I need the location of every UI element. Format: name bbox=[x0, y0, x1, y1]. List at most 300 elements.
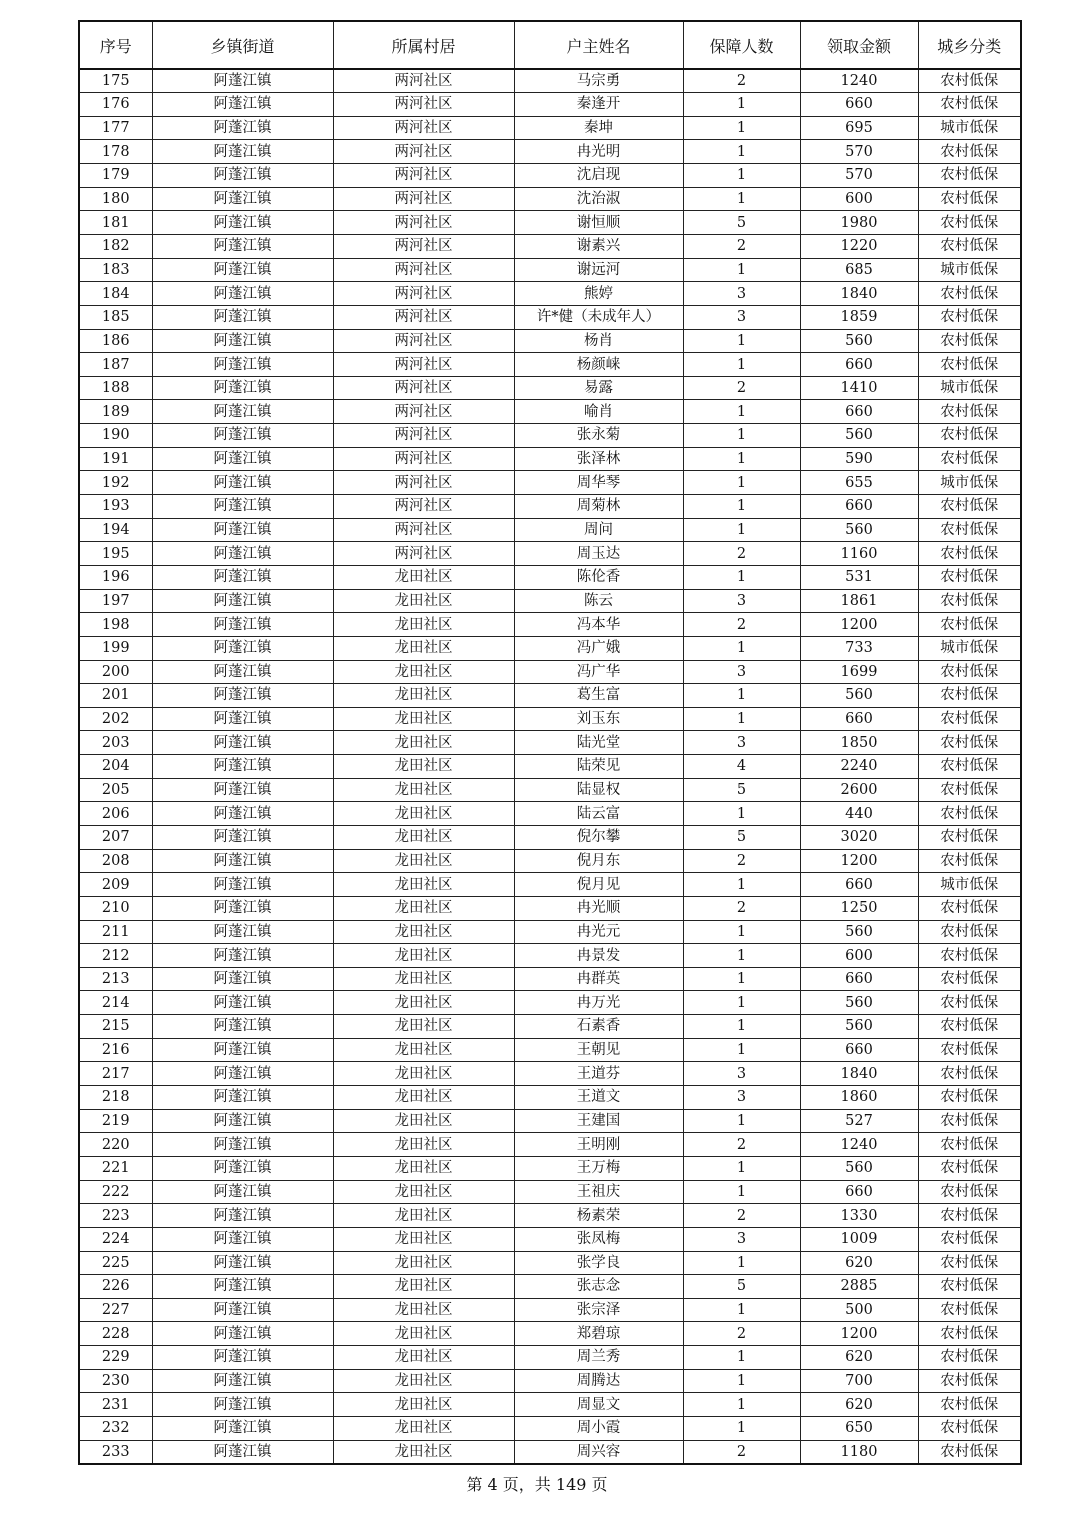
category-cell: 农村低保 bbox=[918, 282, 1021, 306]
amount-cell: 1009 bbox=[800, 1227, 918, 1251]
householder-cell: 郑碧琼 bbox=[514, 1322, 683, 1346]
covered-persons-cell: 1 bbox=[683, 1251, 800, 1275]
table-row bbox=[79, 329, 1021, 353]
serial-cell: 184 bbox=[79, 282, 152, 306]
covered-persons-cell: 2 bbox=[683, 1440, 800, 1464]
serial-cell: 178 bbox=[79, 140, 152, 164]
table-row bbox=[79, 258, 1021, 282]
township-cell: 阿蓬江镇 bbox=[152, 802, 333, 826]
serial-cell: 206 bbox=[79, 802, 152, 826]
amount-cell: 560 bbox=[800, 1156, 918, 1180]
township-cell: 阿蓬江镇 bbox=[152, 967, 333, 991]
village-cell: 两河社区 bbox=[333, 471, 514, 495]
amount-cell: 560 bbox=[800, 329, 918, 353]
serial-cell: 202 bbox=[79, 707, 152, 731]
village-cell: 龙田社区 bbox=[333, 944, 514, 968]
township-cell: 阿蓬江镇 bbox=[152, 234, 333, 258]
householder-cell: 倪月见 bbox=[514, 873, 683, 897]
category-cell: 城市低保 bbox=[918, 471, 1021, 495]
village-cell: 龙田社区 bbox=[333, 636, 514, 660]
village-cell: 龙田社区 bbox=[333, 1156, 514, 1180]
amount-cell: 1200 bbox=[800, 613, 918, 637]
amount-cell: 560 bbox=[800, 684, 918, 708]
amount-cell: 660 bbox=[800, 353, 918, 377]
village-cell: 两河社区 bbox=[333, 329, 514, 353]
covered-persons-cell: 1 bbox=[683, 1156, 800, 1180]
table-row bbox=[79, 1227, 1021, 1251]
table-row bbox=[79, 731, 1021, 755]
table-row bbox=[79, 967, 1021, 991]
covered-persons-cell: 1 bbox=[683, 873, 800, 897]
serial-cell: 225 bbox=[79, 1251, 152, 1275]
serial-cell: 176 bbox=[79, 93, 152, 117]
village-cell: 龙田社区 bbox=[333, 1062, 514, 1086]
table-row bbox=[79, 1062, 1021, 1086]
village-cell: 两河社区 bbox=[333, 211, 514, 235]
householder-cell: 倪尔攀 bbox=[514, 826, 683, 850]
page-number-footer: 第 4 页，共 149 页 bbox=[466, 1475, 608, 1494]
table-row bbox=[79, 1133, 1021, 1157]
covered-persons-cell: 1 bbox=[683, 636, 800, 660]
header-row bbox=[79, 21, 1021, 69]
covered-persons-cell: 1 bbox=[683, 140, 800, 164]
category-cell: 农村低保 bbox=[918, 234, 1021, 258]
category-cell: 农村低保 bbox=[918, 1204, 1021, 1228]
householder-cell: 周华琴 bbox=[514, 471, 683, 495]
covered-persons-cell: 1 bbox=[683, 518, 800, 542]
township-cell: 阿蓬江镇 bbox=[152, 636, 333, 660]
table-row bbox=[79, 116, 1021, 140]
category-cell: 农村低保 bbox=[918, 991, 1021, 1015]
covered-persons-cell: 5 bbox=[683, 211, 800, 235]
township-cell: 阿蓬江镇 bbox=[152, 116, 333, 140]
township-cell: 阿蓬江镇 bbox=[152, 1227, 333, 1251]
covered-persons-cell: 1 bbox=[683, 353, 800, 377]
township-cell: 阿蓬江镇 bbox=[152, 471, 333, 495]
householder-cell: 陆显权 bbox=[514, 778, 683, 802]
covered-persons-cell: 1 bbox=[683, 1180, 800, 1204]
category-cell: 农村低保 bbox=[918, 1109, 1021, 1133]
category-cell: 农村低保 bbox=[918, 731, 1021, 755]
category-cell: 农村低保 bbox=[918, 211, 1021, 235]
table-row bbox=[79, 944, 1021, 968]
amount-cell: 700 bbox=[800, 1369, 918, 1393]
householder-cell: 陆荣见 bbox=[514, 755, 683, 779]
householder-cell: 周小霞 bbox=[514, 1417, 683, 1441]
householder-cell: 张凤梅 bbox=[514, 1227, 683, 1251]
category-cell: 农村低保 bbox=[918, 1180, 1021, 1204]
serial-cell: 175 bbox=[79, 69, 152, 93]
township-cell: 阿蓬江镇 bbox=[152, 778, 333, 802]
category-cell: 农村低保 bbox=[918, 447, 1021, 471]
table-row bbox=[79, 424, 1021, 448]
amount-cell: 660 bbox=[800, 873, 918, 897]
village-cell: 龙田社区 bbox=[333, 755, 514, 779]
serial-cell: 227 bbox=[79, 1298, 152, 1322]
col-header-covered-persons: 保障人数 bbox=[683, 21, 800, 69]
serial-cell: 189 bbox=[79, 400, 152, 424]
village-cell: 龙田社区 bbox=[333, 1109, 514, 1133]
amount-cell: 620 bbox=[800, 1346, 918, 1370]
amount-cell: 660 bbox=[800, 495, 918, 519]
covered-persons-cell: 1 bbox=[683, 565, 800, 589]
covered-persons-cell: 2 bbox=[683, 234, 800, 258]
category-cell: 农村低保 bbox=[918, 778, 1021, 802]
village-cell: 龙田社区 bbox=[333, 873, 514, 897]
village-cell: 龙田社区 bbox=[333, 1275, 514, 1299]
village-cell: 两河社区 bbox=[333, 376, 514, 400]
category-cell: 农村低保 bbox=[918, 755, 1021, 779]
covered-persons-cell: 1 bbox=[683, 93, 800, 117]
covered-persons-cell: 1 bbox=[683, 424, 800, 448]
township-cell: 阿蓬江镇 bbox=[152, 920, 333, 944]
township-cell: 阿蓬江镇 bbox=[152, 896, 333, 920]
village-cell: 龙田社区 bbox=[333, 826, 514, 850]
village-cell: 龙田社区 bbox=[333, 565, 514, 589]
village-cell: 两河社区 bbox=[333, 424, 514, 448]
col-header-householder: 户主姓名 bbox=[514, 21, 683, 69]
table-row bbox=[79, 234, 1021, 258]
village-cell: 龙田社区 bbox=[333, 1086, 514, 1110]
covered-persons-cell: 1 bbox=[683, 991, 800, 1015]
category-cell: 农村低保 bbox=[918, 69, 1021, 93]
amount-cell: 560 bbox=[800, 424, 918, 448]
category-cell: 农村低保 bbox=[918, 1369, 1021, 1393]
table-row bbox=[79, 1417, 1021, 1441]
householder-cell: 冉万光 bbox=[514, 991, 683, 1015]
householder-cell: 周显文 bbox=[514, 1393, 683, 1417]
category-cell: 农村低保 bbox=[918, 329, 1021, 353]
village-cell: 两河社区 bbox=[333, 258, 514, 282]
table-row bbox=[79, 353, 1021, 377]
village-cell: 两河社区 bbox=[333, 164, 514, 188]
township-cell: 阿蓬江镇 bbox=[152, 589, 333, 613]
serial-cell: 179 bbox=[79, 164, 152, 188]
householder-cell: 张志念 bbox=[514, 1275, 683, 1299]
covered-persons-cell: 1 bbox=[683, 684, 800, 708]
table-row bbox=[79, 636, 1021, 660]
table-row bbox=[79, 93, 1021, 117]
category-cell: 农村低保 bbox=[918, 613, 1021, 637]
category-cell: 农村低保 bbox=[918, 400, 1021, 424]
township-cell: 阿蓬江镇 bbox=[152, 1275, 333, 1299]
village-cell: 两河社区 bbox=[333, 140, 514, 164]
village-cell: 龙田社区 bbox=[333, 1204, 514, 1228]
amount-cell: 1240 bbox=[800, 1133, 918, 1157]
serial-cell: 205 bbox=[79, 778, 152, 802]
amount-cell: 733 bbox=[800, 636, 918, 660]
category-cell: 农村低保 bbox=[918, 1346, 1021, 1370]
covered-persons-cell: 1 bbox=[683, 967, 800, 991]
category-cell: 农村低保 bbox=[918, 1086, 1021, 1110]
village-cell: 两河社区 bbox=[333, 353, 514, 377]
amount-cell: 1860 bbox=[800, 1086, 918, 1110]
amount-cell: 660 bbox=[800, 967, 918, 991]
township-cell: 阿蓬江镇 bbox=[152, 447, 333, 471]
amount-cell: 1160 bbox=[800, 542, 918, 566]
village-cell: 龙田社区 bbox=[333, 707, 514, 731]
table-row bbox=[79, 1393, 1021, 1417]
township-cell: 阿蓬江镇 bbox=[152, 565, 333, 589]
amount-cell: 500 bbox=[800, 1298, 918, 1322]
table-row bbox=[79, 1346, 1021, 1370]
covered-persons-cell: 5 bbox=[683, 1275, 800, 1299]
householder-cell: 周菊林 bbox=[514, 495, 683, 519]
serial-cell: 199 bbox=[79, 636, 152, 660]
category-cell: 农村低保 bbox=[918, 140, 1021, 164]
covered-persons-cell: 3 bbox=[683, 1227, 800, 1251]
covered-persons-cell: 3 bbox=[683, 731, 800, 755]
serial-cell: 177 bbox=[79, 116, 152, 140]
serial-cell: 200 bbox=[79, 660, 152, 684]
village-cell: 两河社区 bbox=[333, 518, 514, 542]
table-row bbox=[79, 164, 1021, 188]
householder-cell: 杨颜崃 bbox=[514, 353, 683, 377]
covered-persons-cell: 1 bbox=[683, 1038, 800, 1062]
village-cell: 两河社区 bbox=[333, 447, 514, 471]
table-row bbox=[79, 376, 1021, 400]
amount-cell: 1850 bbox=[800, 731, 918, 755]
township-cell: 阿蓬江镇 bbox=[152, 826, 333, 850]
amount-cell: 660 bbox=[800, 93, 918, 117]
covered-persons-cell: 1 bbox=[683, 802, 800, 826]
category-cell: 农村低保 bbox=[918, 1417, 1021, 1441]
village-cell: 两河社区 bbox=[333, 187, 514, 211]
category-cell: 农村低保 bbox=[918, 1251, 1021, 1275]
village-cell: 两河社区 bbox=[333, 116, 514, 140]
serial-cell: 217 bbox=[79, 1062, 152, 1086]
amount-cell: 1410 bbox=[800, 376, 918, 400]
householder-cell: 冯本华 bbox=[514, 613, 683, 637]
householder-cell: 王朝见 bbox=[514, 1038, 683, 1062]
village-cell: 龙田社区 bbox=[333, 802, 514, 826]
householder-cell: 冯广娥 bbox=[514, 636, 683, 660]
category-cell: 农村低保 bbox=[918, 707, 1021, 731]
amount-cell: 1220 bbox=[800, 234, 918, 258]
covered-persons-cell: 1 bbox=[683, 258, 800, 282]
householder-cell: 陈伦香 bbox=[514, 565, 683, 589]
table-row bbox=[79, 187, 1021, 211]
amount-cell: 2600 bbox=[800, 778, 918, 802]
village-cell: 龙田社区 bbox=[333, 1298, 514, 1322]
township-cell: 阿蓬江镇 bbox=[152, 353, 333, 377]
table-row bbox=[79, 1086, 1021, 1110]
covered-persons-cell: 1 bbox=[683, 944, 800, 968]
category-cell: 农村低保 bbox=[918, 1133, 1021, 1157]
category-cell: 农村低保 bbox=[918, 305, 1021, 329]
village-cell: 龙田社区 bbox=[333, 1440, 514, 1464]
serial-cell: 208 bbox=[79, 849, 152, 873]
township-cell: 阿蓬江镇 bbox=[152, 660, 333, 684]
covered-persons-cell: 1 bbox=[683, 1015, 800, 1039]
householder-cell: 王祖庆 bbox=[514, 1180, 683, 1204]
col-header-township: 乡镇街道 bbox=[152, 21, 333, 69]
table-row bbox=[79, 1322, 1021, 1346]
category-cell: 农村低保 bbox=[918, 1038, 1021, 1062]
township-cell: 阿蓬江镇 bbox=[152, 1062, 333, 1086]
township-cell: 阿蓬江镇 bbox=[152, 707, 333, 731]
category-cell: 农村低保 bbox=[918, 1062, 1021, 1086]
table-row bbox=[79, 282, 1021, 306]
table-row bbox=[79, 1440, 1021, 1464]
table-row bbox=[79, 518, 1021, 542]
category-cell: 农村低保 bbox=[918, 353, 1021, 377]
amount-cell: 620 bbox=[800, 1251, 918, 1275]
village-cell: 龙田社区 bbox=[333, 589, 514, 613]
householder-cell: 王明刚 bbox=[514, 1133, 683, 1157]
township-cell: 阿蓬江镇 bbox=[152, 731, 333, 755]
category-cell: 农村低保 bbox=[918, 1015, 1021, 1039]
amount-cell: 620 bbox=[800, 1393, 918, 1417]
amount-cell: 531 bbox=[800, 565, 918, 589]
category-cell: 农村低保 bbox=[918, 93, 1021, 117]
covered-persons-cell: 2 bbox=[683, 376, 800, 400]
householder-cell: 倪月东 bbox=[514, 849, 683, 873]
amount-cell: 1699 bbox=[800, 660, 918, 684]
amount-cell: 695 bbox=[800, 116, 918, 140]
village-cell: 两河社区 bbox=[333, 69, 514, 93]
village-cell: 龙田社区 bbox=[333, 778, 514, 802]
category-cell: 农村低保 bbox=[918, 542, 1021, 566]
township-cell: 阿蓬江镇 bbox=[152, 495, 333, 519]
serial-cell: 186 bbox=[79, 329, 152, 353]
village-cell: 两河社区 bbox=[333, 93, 514, 117]
township-cell: 阿蓬江镇 bbox=[152, 1298, 333, 1322]
amount-cell: 2885 bbox=[800, 1275, 918, 1299]
serial-cell: 219 bbox=[79, 1109, 152, 1133]
village-cell: 龙田社区 bbox=[333, 660, 514, 684]
serial-cell: 221 bbox=[79, 1156, 152, 1180]
village-cell: 龙田社区 bbox=[333, 731, 514, 755]
village-cell: 龙田社区 bbox=[333, 896, 514, 920]
householder-cell: 陆光堂 bbox=[514, 731, 683, 755]
township-cell: 阿蓬江镇 bbox=[152, 1109, 333, 1133]
amount-cell: 600 bbox=[800, 944, 918, 968]
serial-cell: 231 bbox=[79, 1393, 152, 1417]
village-cell: 龙田社区 bbox=[333, 684, 514, 708]
table-row bbox=[79, 1251, 1021, 1275]
amount-cell: 660 bbox=[800, 707, 918, 731]
householder-cell: 马宗勇 bbox=[514, 69, 683, 93]
covered-persons-cell: 2 bbox=[683, 1204, 800, 1228]
serial-cell: 223 bbox=[79, 1204, 152, 1228]
township-cell: 阿蓬江镇 bbox=[152, 1038, 333, 1062]
householder-cell: 秦坤 bbox=[514, 116, 683, 140]
householder-cell: 沈启现 bbox=[514, 164, 683, 188]
table-row bbox=[79, 707, 1021, 731]
serial-cell: 183 bbox=[79, 258, 152, 282]
township-cell: 阿蓬江镇 bbox=[152, 305, 333, 329]
table-row bbox=[79, 400, 1021, 424]
township-cell: 阿蓬江镇 bbox=[152, 873, 333, 897]
covered-persons-cell: 2 bbox=[683, 613, 800, 637]
category-cell: 农村低保 bbox=[918, 518, 1021, 542]
amount-cell: 3020 bbox=[800, 826, 918, 850]
householder-cell: 张永菊 bbox=[514, 424, 683, 448]
covered-persons-cell: 1 bbox=[683, 707, 800, 731]
category-cell: 农村低保 bbox=[918, 920, 1021, 944]
covered-persons-cell: 3 bbox=[683, 1062, 800, 1086]
village-cell: 龙田社区 bbox=[333, 613, 514, 637]
table-row bbox=[79, 755, 1021, 779]
category-cell: 农村低保 bbox=[918, 802, 1021, 826]
village-cell: 两河社区 bbox=[333, 495, 514, 519]
householder-cell: 冉光明 bbox=[514, 140, 683, 164]
serial-cell: 203 bbox=[79, 731, 152, 755]
householder-cell: 王道文 bbox=[514, 1086, 683, 1110]
township-cell: 阿蓬江镇 bbox=[152, 329, 333, 353]
township-cell: 阿蓬江镇 bbox=[152, 1417, 333, 1441]
table-row bbox=[79, 140, 1021, 164]
amount-cell: 1200 bbox=[800, 849, 918, 873]
table-row bbox=[79, 565, 1021, 589]
covered-persons-cell: 1 bbox=[683, 920, 800, 944]
village-cell: 龙田社区 bbox=[333, 967, 514, 991]
amount-cell: 1859 bbox=[800, 305, 918, 329]
amount-cell: 660 bbox=[800, 1180, 918, 1204]
covered-persons-cell: 2 bbox=[683, 542, 800, 566]
township-cell: 阿蓬江镇 bbox=[152, 613, 333, 637]
category-cell: 农村低保 bbox=[918, 1298, 1021, 1322]
township-cell: 阿蓬江镇 bbox=[152, 211, 333, 235]
serial-cell: 182 bbox=[79, 234, 152, 258]
serial-cell: 196 bbox=[79, 565, 152, 589]
covered-persons-cell: 1 bbox=[683, 1109, 800, 1133]
covered-persons-cell: 1 bbox=[683, 400, 800, 424]
covered-persons-cell: 5 bbox=[683, 826, 800, 850]
township-cell: 阿蓬江镇 bbox=[152, 1322, 333, 1346]
serial-cell: 198 bbox=[79, 613, 152, 637]
table-row bbox=[79, 1275, 1021, 1299]
township-cell: 阿蓬江镇 bbox=[152, 1251, 333, 1275]
village-cell: 龙田社区 bbox=[333, 1393, 514, 1417]
category-cell: 农村低保 bbox=[918, 424, 1021, 448]
village-cell: 龙田社区 bbox=[333, 1251, 514, 1275]
amount-cell: 685 bbox=[800, 258, 918, 282]
serial-cell: 193 bbox=[79, 495, 152, 519]
covered-persons-cell: 1 bbox=[683, 447, 800, 471]
serial-cell: 210 bbox=[79, 896, 152, 920]
township-cell: 阿蓬江镇 bbox=[152, 376, 333, 400]
village-cell: 两河社区 bbox=[333, 542, 514, 566]
amount-cell: 1240 bbox=[800, 69, 918, 93]
covered-persons-cell: 1 bbox=[683, 1369, 800, 1393]
amount-cell: 1250 bbox=[800, 896, 918, 920]
category-cell: 农村低保 bbox=[918, 1275, 1021, 1299]
village-cell: 龙田社区 bbox=[333, 1038, 514, 1062]
serial-cell: 204 bbox=[79, 755, 152, 779]
amount-cell: 440 bbox=[800, 802, 918, 826]
table-row bbox=[79, 660, 1021, 684]
village-cell: 两河社区 bbox=[333, 234, 514, 258]
householder-cell: 冉景发 bbox=[514, 944, 683, 968]
householder-cell: 冉群英 bbox=[514, 967, 683, 991]
township-cell: 阿蓬江镇 bbox=[152, 1369, 333, 1393]
covered-persons-cell: 3 bbox=[683, 282, 800, 306]
table-row bbox=[79, 305, 1021, 329]
village-cell: 两河社区 bbox=[333, 400, 514, 424]
table-row bbox=[79, 1156, 1021, 1180]
serial-cell: 228 bbox=[79, 1322, 152, 1346]
table-row bbox=[79, 1298, 1021, 1322]
covered-persons-cell: 2 bbox=[683, 849, 800, 873]
table-header bbox=[79, 21, 1021, 69]
covered-persons-cell: 2 bbox=[683, 69, 800, 93]
category-cell: 农村低保 bbox=[918, 187, 1021, 211]
amount-cell: 1330 bbox=[800, 1204, 918, 1228]
serial-cell: 213 bbox=[79, 967, 152, 991]
category-cell: 农村低保 bbox=[918, 849, 1021, 873]
